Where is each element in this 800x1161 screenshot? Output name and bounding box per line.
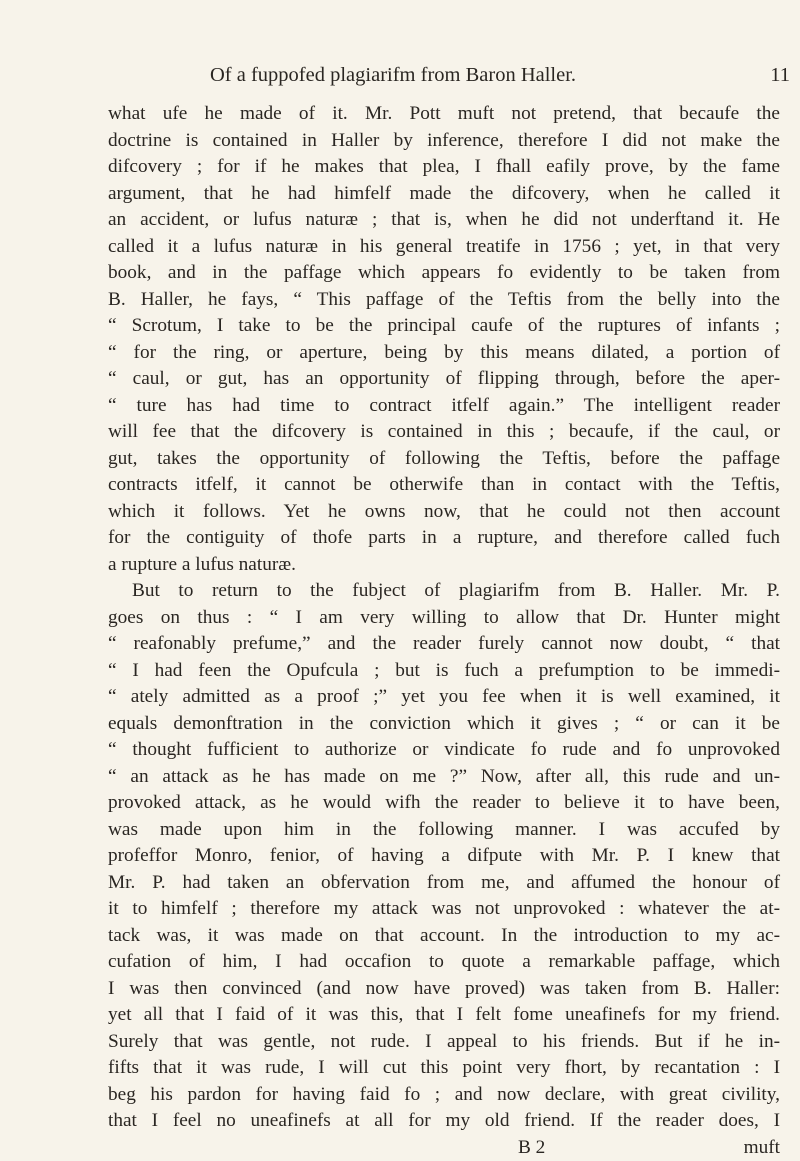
text-line: doctrine is contained in Haller by inference, therefore I did not make the: [108, 128, 780, 155]
text-line: gut, takes the opportunity of following the Teftis, before the paffage: [108, 446, 780, 473]
page-number: 11: [770, 62, 790, 88]
text-line: “ ately admitted as a proof ;” yet you fee when it is well examined, it: [108, 684, 780, 711]
text-line: what ufe he made of it. Mr. Pott muft not pretend, that becaufe the: [108, 101, 780, 128]
text-line: argument, that he had himfelf made the difcovery, when he called it: [108, 181, 780, 208]
text-line: for the contiguity of thofe parts in a rupture, and therefore called fuch: [108, 525, 780, 552]
text-line: yet all that I faid of it was this, that I felt fome uneafinefs for my friend.: [108, 1002, 780, 1029]
catchword: muft: [744, 1135, 780, 1161]
text-line: equals demonftration in the conviction which it gives ; “ or can it be: [108, 711, 780, 738]
text-line: But to return to the fubject of plagiarifm from B. Haller. Mr. P.: [108, 578, 780, 605]
text-line: “ reafonably prefume,” and the reader furely cannot now doubt, “ that: [108, 631, 780, 658]
text-line: I was then convinced (and now have proved) was taken from B. Haller:: [108, 976, 780, 1003]
text-line: “ thought fufficient to authorize or vindicate fo rude and fo unprovoked: [108, 737, 780, 764]
text-line: provoked attack, as he would wifh the reader to believe it to have been,: [108, 790, 780, 817]
text-line: book, and in the paffage which appears fo evidently to be taken from: [108, 260, 780, 287]
text-line: “ I had feen the Opufcula ; but is fuch a prefumption to be immedi-: [108, 658, 780, 685]
text-line: B. Haller, he fays, “ This paffage of the Teftis from the belly into the: [108, 287, 780, 314]
text-line: that I feel no uneafinefs at all for my old friend. If the reader does, I: [108, 1108, 780, 1135]
text-line: “ caul, or gut, has an opportunity of flipping through, before the aper-: [108, 366, 780, 393]
text-line: “ for the ring, or aperture, being by this means dilated, a portion of: [108, 340, 780, 367]
footer-line: [108, 1135, 780, 1161]
running-header: [210, 62, 790, 88]
signature-mark: B 2: [518, 1135, 545, 1161]
text-line: an accident, or lufus naturæ ; that is, when he did not underftand it. He: [108, 207, 780, 234]
text-line: fifts that it was rude, I will cut this point very fhort, by recantation : I: [108, 1055, 780, 1082]
text-line: difcovery ; for if he makes that plea, I fhall eafily prove, by the fame: [108, 154, 780, 181]
body-text: [108, 101, 780, 1161]
text-line: it to himfelf ; therefore my attack was not unprovoked : whatever the at-: [108, 896, 780, 923]
text-line: Surely that was gentle, not rude. I appeal to his friends. But if he in-: [108, 1029, 780, 1056]
text-line: Mr. P. had taken an obfervation from me, and affumed the honour of: [108, 870, 780, 897]
text-line: will fee that the difcovery is contained in this ; becaufe, if the caul, or: [108, 419, 780, 446]
text-line: was made upon him in the following manner. I was accufed by: [108, 817, 780, 844]
text-line: which it follows. Yet he owns now, that he could not then account: [108, 499, 780, 526]
text-line: tack was, it was made on that account. In the introduction to my ac-: [108, 923, 780, 950]
text-line: called it a lufus naturæ in his general treatife in 1756 ; yet, in that very: [108, 234, 780, 261]
text-line: cufation of him, I had occafion to quote a remarkable paffage, which: [108, 949, 780, 976]
text-line: “ ture has had time to contract itfelf again.” The intelligent reader: [108, 393, 780, 420]
text-line: “ Scrotum, I take to be the principal caufe of the ruptures of infants ;: [108, 313, 780, 340]
text-line: goes on thus : “ I am very willing to allow that Dr. Hunter might: [108, 605, 780, 632]
text-line: profeffor Monro, fenior, of having a difpute with Mr. P. I knew that: [108, 843, 780, 870]
text-line: contracts itfelf, it cannot be otherwife than in contact with the Teftis,: [108, 472, 780, 499]
running-title: Of a fuppofed plagiarifm from Baron Haller.: [210, 62, 576, 88]
text-line: a rupture a lufus naturæ.: [108, 552, 780, 579]
text-line: “ an attack as he has made on me ?” Now, after all, this rude and un-: [108, 764, 780, 791]
text-line: beg his pardon for having faid fo ; and now declare, with great civility,: [108, 1082, 780, 1109]
